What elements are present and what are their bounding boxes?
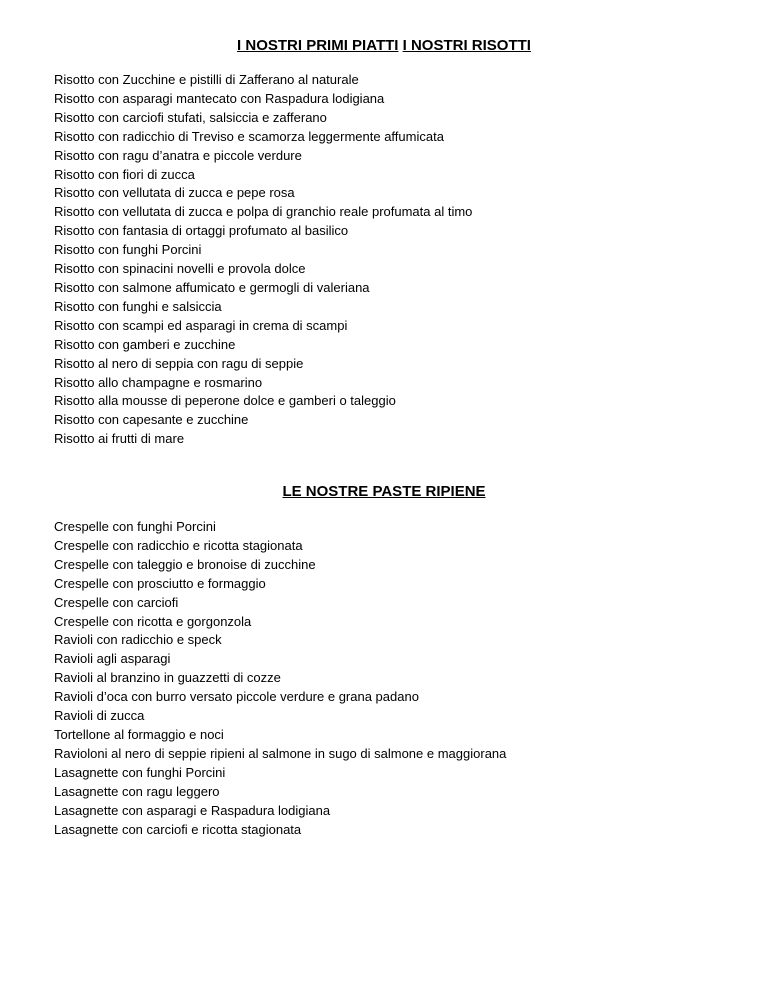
menu-item: Risotto con ragu d’anatra e piccole verdure	[54, 147, 302, 163]
menu-item: Risotto con radicchio di Treviso e scamorza leggermente affumicata	[54, 128, 444, 144]
menu-item: Risotto allo champagne e rosmarino	[54, 374, 263, 390]
title-paste-ripiene: LE NOSTRE PASTE RIPIENE	[282, 483, 486, 500]
menu-item: Lasagnette con ragu leggero	[54, 783, 220, 799]
menu-item: Crespelle con taleggio e bronoise di zucchine	[54, 556, 316, 572]
title-primi-piatti: I NOSTRI PRIMI PIATTI	[237, 37, 399, 54]
menu-item: Risotto con asparagi mantecato con Raspadura lodigiana	[54, 90, 385, 106]
menu-item: Ravioli al branzino in guazzetti di cozze	[54, 670, 281, 686]
risotti-list	[54, 71, 472, 449]
section-title-risotti	[0, 37, 768, 55]
menu-item: Ravioli con radicchio e speck	[54, 632, 222, 648]
menu-item: Ravioli di zucca	[54, 708, 145, 724]
menu-item: Tortellone al formaggio e noci	[54, 726, 224, 742]
menu-item: Ravioli agli asparagi	[54, 651, 171, 667]
menu-item: Lasagnette con funghi Porcini	[54, 764, 226, 780]
menu-item: Risotto al nero di seppia con ragu di seppie	[54, 355, 304, 371]
menu-item: Risotto con vellutata di zucca e pepe rosa	[54, 185, 295, 201]
menu-item: Risotto con funghi Porcini	[54, 242, 202, 258]
menu-item: Crespelle con funghi Porcini	[54, 519, 216, 534]
menu-item: Risotto con fiori di zucca	[54, 166, 195, 182]
title-risotti: I NOSTRI RISOTTI	[402, 37, 531, 54]
menu-item: Risotto con fantasia di ortaggi profumato al basilico	[54, 223, 349, 239]
menu-item: Ravioloni al nero di seppie ripieni al salmone in sugo di salmone e maggiorana	[54, 745, 507, 761]
paste-ripiene-list	[54, 518, 506, 839]
section-title-paste-ripiene	[0, 483, 768, 501]
menu-item: Risotto con scampi ed asparagi in crema di scampi	[54, 317, 348, 333]
menu-item: Lasagnette con carciofi e ricotta stagionata	[54, 821, 302, 837]
menu-item: Risotto con capesante e zucchine	[54, 412, 249, 428]
menu-item: Risotto ai frutti di mare	[54, 431, 185, 447]
menu-item: Lasagnette con asparagi e Raspadura lodigiana	[54, 802, 331, 818]
menu-item: Risotto con spinacini novelli e provola dolce	[54, 261, 306, 277]
menu-item: Risotto con carciofi stufati, salsiccia e zafferano	[54, 109, 327, 125]
menu-item: Risotto con Zucchine e pistilli di Zafferano al naturale	[54, 72, 359, 87]
menu-item: Ravioli d’oca con burro versato piccole verdure e grana padano	[54, 689, 419, 705]
menu-item: Crespelle con radicchio e ricotta stagionata	[54, 537, 303, 553]
menu-item: Risotto con salmone affumicato e germogli di valeriana	[54, 279, 370, 295]
menu-item: Risotto con gamberi e zucchine	[54, 336, 236, 352]
menu-item: Risotto con vellutata di zucca e polpa di granchio reale profumata al timo	[54, 204, 473, 220]
menu-item: Crespelle con prosciutto e formaggio	[54, 575, 266, 591]
menu-item: Crespelle con ricotta e gorgonzola	[54, 613, 252, 629]
menu-item: Crespelle con carciofi	[54, 594, 179, 610]
menu-item: Risotto con funghi e salsiccia	[54, 298, 222, 314]
menu-item: Risotto alla mousse di peperone dolce e gamberi o taleggio	[54, 393, 396, 409]
